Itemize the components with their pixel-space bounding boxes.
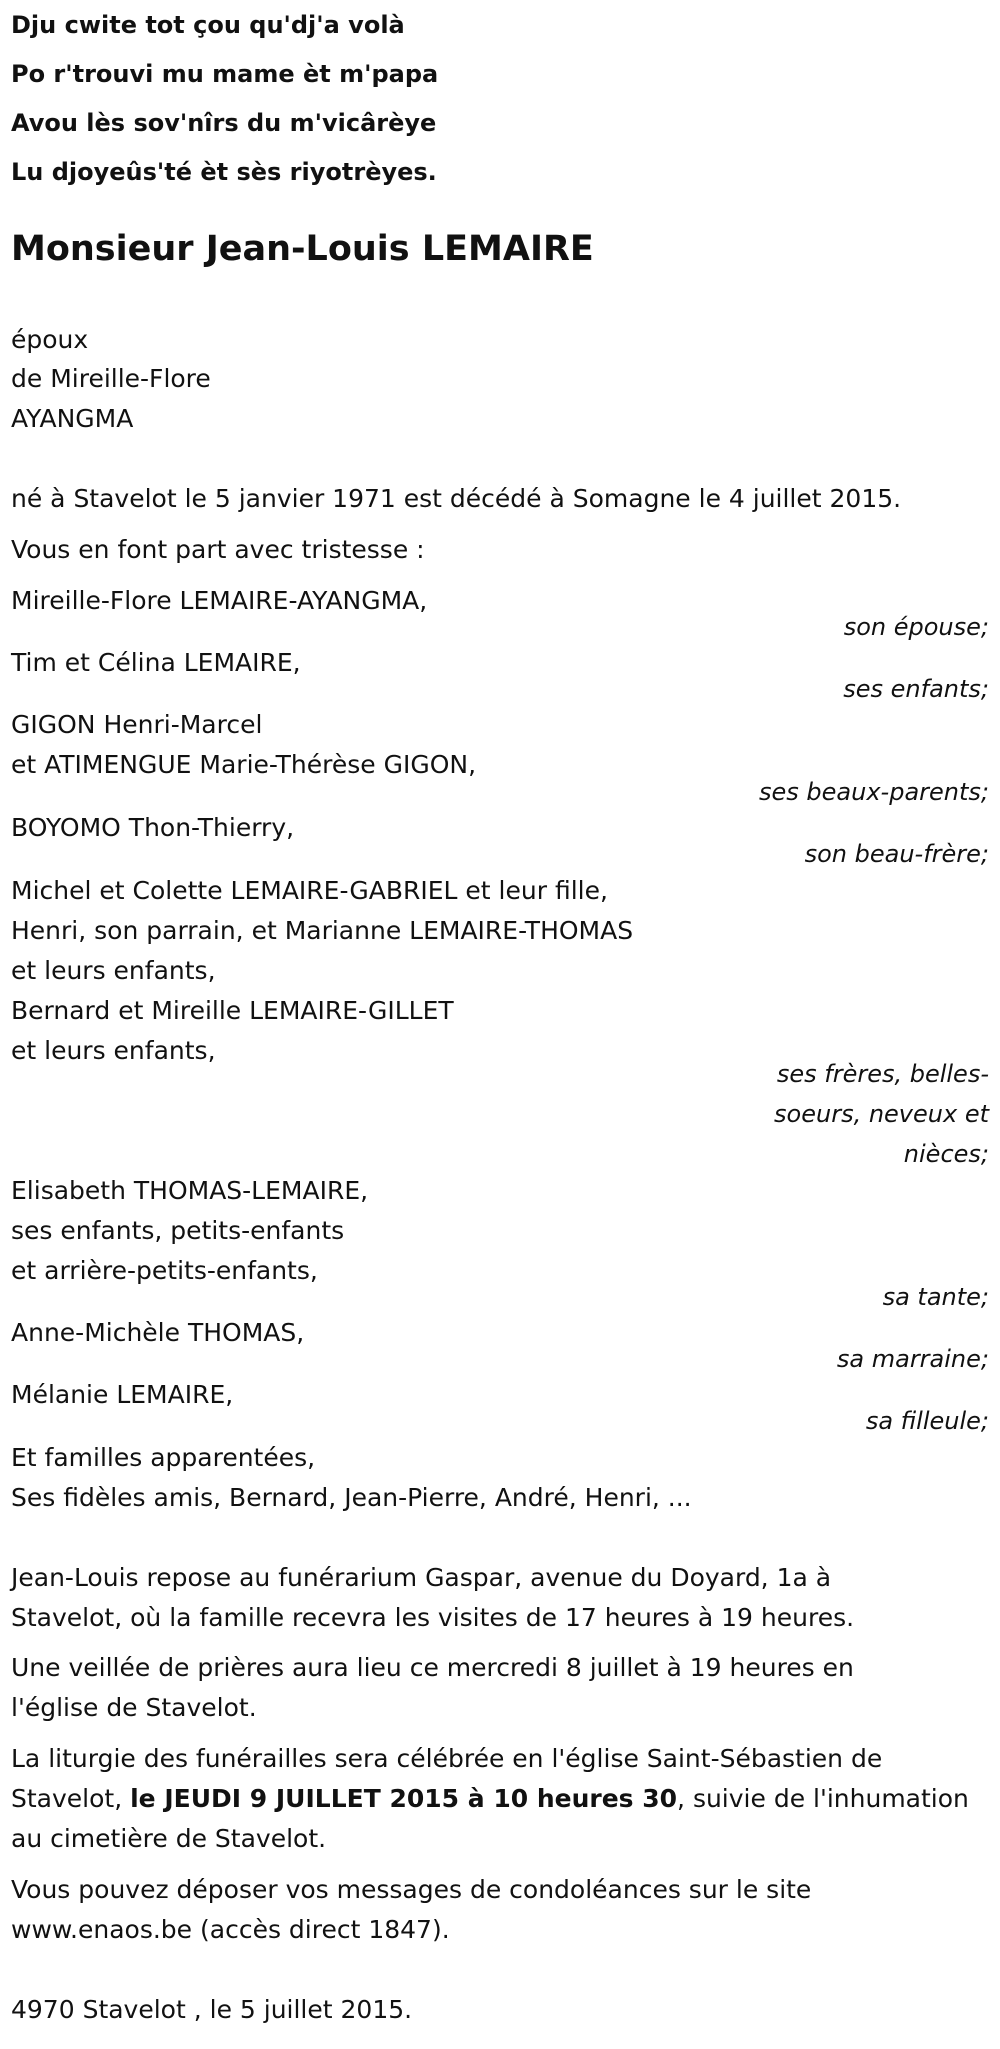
family-member-name: et arrière-petits-enfants, xyxy=(11,1256,318,1285)
family-member-role: ses beaux-parents; xyxy=(759,778,989,806)
family-member-name: ses enfants, petits-enfants xyxy=(11,1216,345,1245)
condolences-info: Vous pouvez déposer vos messages de condoléances sur le site xyxy=(11,1875,812,1904)
place-date-footer: 4970 Stavelot , le 5 juillet 2015. xyxy=(11,1995,413,2024)
family-member-role: nièces; xyxy=(903,1140,989,1168)
repose-info: Stavelot, où la famille recevra les visites de 17 heures à 19 heures. xyxy=(11,1603,855,1632)
funeral-info xyxy=(11,1784,969,1814)
family-member-name: BOYOMO Thon-Thierry, xyxy=(11,813,295,842)
family-member-name: Mireille-Flore LEMAIRE-AYANGMA, xyxy=(11,586,428,615)
poem-line: Po r'trouvi mu mame èt m'papa xyxy=(11,60,439,88)
family-member-name: Henri, son parrain, et Marianne LEMAIRE-THOMAS xyxy=(11,916,634,945)
family-member-role: soeurs, neveux et xyxy=(774,1100,989,1128)
family-member-name: Elisabeth THOMAS-LEMAIRE, xyxy=(11,1176,369,1205)
family-member-name: Mélanie LEMAIRE, xyxy=(11,1380,234,1409)
funeral-info-part: Stavelot, xyxy=(11,1784,131,1813)
repose-info: Jean-Louis repose au funérarium Gaspar, avenue du Doyard, 1a à xyxy=(11,1563,832,1592)
family-member-role: sa marraine; xyxy=(836,1345,989,1373)
family-member-name: et ATIMENGUE Marie-Thérèse GIGON, xyxy=(11,750,477,779)
funeral-info: La liturgie des funérailles sera célébrée en l'église Saint-Sébastien de xyxy=(11,1744,883,1773)
vigil-info: l'église de Stavelot. xyxy=(11,1693,257,1722)
family-member-role: son beau-frère; xyxy=(804,840,989,868)
family-member-name: Tim et Célina LEMAIRE, xyxy=(11,648,301,677)
birth-death-line: né à Stavelot le 5 janvier 1971 est décédé à Somagne le 4 juillet 2015. xyxy=(11,484,902,513)
poem-line: Avou lès sov'nîrs du m'vicârèye xyxy=(11,109,437,137)
family-closing: Ses fidèles amis, Bernard, Jean-Pierre, André, Henri, ... xyxy=(11,1483,692,1512)
deceased-name-title: Monsieur Jean-Louis LEMAIRE xyxy=(11,229,594,269)
family-member-role: son épouse; xyxy=(843,613,989,641)
poem-line: Lu djoyeûs'té èt sès riyotrèyes. xyxy=(11,158,437,186)
family-member-role: sa filleule; xyxy=(865,1407,989,1435)
walloon-poem xyxy=(11,0,989,192)
spouse-line: époux xyxy=(11,325,89,354)
family-member-name: GIGON Henri-Marcel xyxy=(11,710,263,739)
family-member-name: Anne-Michèle THOMAS, xyxy=(11,1318,305,1347)
condolences-info: www.enaos.be (accès direct 1847). xyxy=(11,1915,450,1944)
family-member-role: ses frères, belles- xyxy=(776,1060,989,1088)
funeral-info-part: , suivie de l'inhumation xyxy=(677,1784,969,1813)
family-member-name: Bernard et Mireille LEMAIRE-GILLET xyxy=(11,996,454,1025)
announcement-intro: Vous en font part avec tristesse : xyxy=(11,535,425,564)
family-closing: Et familles apparentées, xyxy=(11,1443,316,1472)
funeral-date-emphasis: le JEUDI 9 JUILLET 2015 à 10 heures 30 xyxy=(130,1784,678,1813)
vigil-info: Une veillée de prières aura lieu ce mercredi 8 juillet à 19 heures en xyxy=(11,1653,854,1682)
spouse-line: de Mireille-Flore xyxy=(11,364,211,393)
funeral-info: au cimetière de Stavelot. xyxy=(11,1824,327,1853)
family-member-role: ses enfants; xyxy=(843,675,989,703)
poem-line: Dju cwite tot çou qu'dj'a volà xyxy=(11,11,405,39)
family-member-name: et leurs enfants, xyxy=(11,956,216,985)
obituary-page xyxy=(11,0,989,2024)
family-member-name: et leurs enfants, xyxy=(11,1036,216,1065)
family-member-name: Michel et Colette LEMAIRE-GABRIEL et leur fille, xyxy=(11,876,608,905)
family-member-role: sa tante; xyxy=(882,1283,989,1311)
spouse-line: AYANGMA xyxy=(11,404,134,433)
